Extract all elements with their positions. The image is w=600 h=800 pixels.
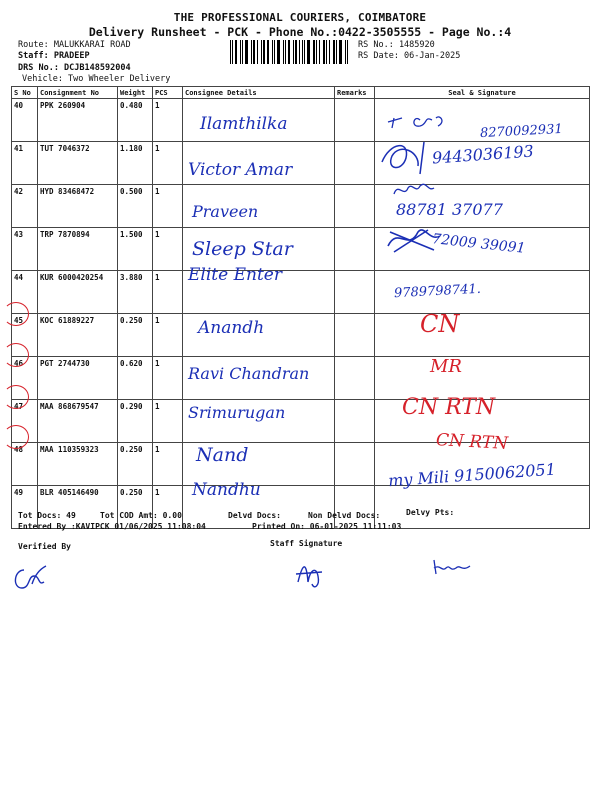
cell-pcs: 1 bbox=[153, 357, 183, 400]
cell-consignment: KOC 61889227 bbox=[38, 314, 118, 357]
handwritten-consignee: Praveen bbox=[192, 202, 259, 221]
barcode-bar bbox=[329, 40, 330, 64]
cell-remarks bbox=[335, 185, 375, 228]
barcode-bar bbox=[339, 40, 342, 64]
handwritten-consignee: Srimurugan bbox=[188, 403, 286, 422]
table-row bbox=[12, 314, 590, 357]
cell-seal bbox=[375, 486, 590, 529]
staff-label: Staff: PRADEEP bbox=[18, 51, 90, 61]
barcode-bar bbox=[283, 40, 284, 64]
cell-consignment: PPK 260904 bbox=[38, 99, 118, 142]
col-weight: Weight bbox=[118, 87, 153, 99]
delivered-docs: Delvd Docs: bbox=[228, 511, 281, 520]
cell-pcs: 1 bbox=[153, 99, 183, 142]
barcode-bar bbox=[302, 40, 303, 64]
cell-sno: 49 bbox=[12, 486, 38, 529]
barcode-bar bbox=[323, 40, 325, 64]
col-remarks: Remarks bbox=[335, 87, 375, 99]
cell-pcs: 1 bbox=[153, 185, 183, 228]
staff-signature bbox=[292, 552, 332, 592]
handwritten-consignee: Ravi Chandran bbox=[188, 364, 310, 383]
table-row bbox=[12, 271, 590, 314]
handwritten-seal: my Mili 9150062051 bbox=[387, 459, 557, 491]
barcode-bar bbox=[316, 40, 317, 64]
drs-number: DRS No.: DCJB148592004 bbox=[18, 63, 131, 73]
barcode-bar bbox=[304, 40, 305, 64]
signature-scribble bbox=[392, 180, 462, 200]
barcode-bar bbox=[272, 40, 273, 64]
handwritten-remark: CN RTN bbox=[402, 395, 496, 420]
cell-consignment: MAA 110359323 bbox=[38, 443, 118, 486]
barcode-bar bbox=[274, 40, 275, 64]
table-header-row bbox=[12, 87, 590, 99]
barcode-bar bbox=[285, 40, 286, 64]
barcode-bar bbox=[232, 40, 233, 64]
handwritten-seal: 9789798741. bbox=[393, 281, 482, 302]
cell-sno: 42 bbox=[12, 185, 38, 228]
col-consignee: Consignee Details bbox=[183, 87, 335, 99]
cell-seal bbox=[375, 314, 590, 357]
cell-pcs: 1 bbox=[153, 142, 183, 185]
cell-weight: 3.880 bbox=[118, 271, 153, 314]
cell-consignment: TUT 7046372 bbox=[38, 142, 118, 185]
cell-remarks bbox=[335, 400, 375, 443]
barcode-bar bbox=[242, 40, 243, 64]
barcode-bar bbox=[299, 40, 300, 64]
rs-number: RS No.: 1485920 bbox=[358, 40, 435, 50]
cell-weight: 0.250 bbox=[118, 443, 153, 486]
barcode-bar bbox=[313, 40, 315, 64]
cell-consignment: MAA 868679547 bbox=[38, 400, 118, 443]
cell-weight: 0.500 bbox=[118, 185, 153, 228]
barcode bbox=[230, 40, 350, 64]
barcode-bar bbox=[345, 40, 346, 64]
col-seal: Seal & Signature bbox=[375, 87, 590, 99]
non-delivered-docs: Non Delvd Docs: bbox=[308, 511, 381, 520]
handwritten-consignee: Nandhu bbox=[192, 480, 261, 500]
cell-pcs: 1 bbox=[153, 486, 183, 529]
barcode-bar bbox=[257, 40, 258, 64]
barcode-bar bbox=[230, 40, 231, 64]
staff-signature-label: Staff Signature bbox=[270, 539, 343, 548]
handwritten-consignee: Ilamthilka bbox=[200, 114, 288, 134]
route-label: Route: MALUKKARAI ROAD bbox=[18, 40, 131, 50]
barcode-bar bbox=[245, 40, 248, 64]
barcode-bar bbox=[253, 40, 255, 64]
cell-consignment: PGT 2744730 bbox=[38, 357, 118, 400]
handwritten-seal: 72009 39091 bbox=[431, 231, 527, 257]
signature-scribble bbox=[380, 112, 490, 182]
handwritten-consignee: Elite Enter bbox=[188, 265, 282, 285]
entered-by: Entered By :KAVIPCK 01/06/2025 11:08:04 bbox=[18, 522, 206, 531]
handwritten-consignee: Anandh bbox=[198, 318, 265, 338]
cell-consignment: BLR 405146490 bbox=[38, 486, 118, 529]
cell-remarks bbox=[335, 443, 375, 486]
cell-sno: 41 bbox=[12, 142, 38, 185]
cell-weight: 1.180 bbox=[118, 142, 153, 185]
handwritten-remark: CN bbox=[420, 310, 460, 338]
col-consignment: Consignment No bbox=[38, 87, 118, 99]
barcode-bar bbox=[293, 40, 294, 64]
barcode-bar bbox=[319, 40, 320, 64]
barcode-bar bbox=[295, 40, 297, 64]
total-docs: Tot Docs: 49 bbox=[18, 511, 76, 520]
cell-consignment: KUR 6000420254 bbox=[38, 271, 118, 314]
runsheet-subtitle: Delivery Runsheet - PCK - Phone No.:0422-3505555 - Page No.:4 bbox=[88, 25, 512, 39]
barcode-bar bbox=[326, 40, 327, 64]
cell-sno: 46 bbox=[12, 357, 38, 400]
barcode-bar bbox=[240, 40, 241, 64]
cell-sno: 44 bbox=[12, 271, 38, 314]
barcode-bar bbox=[251, 40, 252, 64]
cell-remarks bbox=[335, 99, 375, 142]
cell-sno: 48 bbox=[12, 443, 38, 486]
col-sno: S No bbox=[12, 87, 38, 99]
cell-weight: 0.290 bbox=[118, 400, 153, 443]
cell-weight: 0.250 bbox=[118, 314, 153, 357]
col-pcs: PCS bbox=[153, 87, 183, 99]
barcode-bar bbox=[336, 40, 337, 64]
cell-sno: 47 bbox=[12, 400, 38, 443]
handwritten-remark: MR bbox=[430, 356, 462, 377]
barcode-bar bbox=[261, 40, 262, 64]
barcode-bar bbox=[267, 40, 269, 64]
cell-weight: 0.480 bbox=[118, 99, 153, 142]
row-circle-mark bbox=[3, 343, 29, 367]
cell-consignment: HYD 83468472 bbox=[38, 185, 118, 228]
row-circle-mark bbox=[3, 425, 29, 449]
barcode-bar bbox=[288, 40, 290, 64]
delivery-points: Delvy Pts: bbox=[406, 508, 455, 517]
barcode-bar bbox=[347, 40, 348, 64]
handwritten-seal: 88781 37077 bbox=[396, 200, 503, 219]
cell-weight: 0.250 bbox=[118, 486, 153, 529]
cell-remarks bbox=[335, 357, 375, 400]
barcode-bar bbox=[307, 40, 310, 64]
handwritten-consignee: Sleep Star bbox=[192, 238, 293, 260]
verified-by-label: Verified By bbox=[18, 542, 71, 551]
handwritten-remark: CN RTN bbox=[435, 430, 509, 454]
total-cod: Tot COD Amt: 0.00 bbox=[100, 511, 182, 520]
cell-sno: 40 bbox=[12, 99, 38, 142]
cell-remarks bbox=[335, 314, 375, 357]
row-circle-mark bbox=[3, 385, 29, 409]
cell-pcs: 1 bbox=[153, 228, 183, 271]
cell-pcs: 1 bbox=[153, 314, 183, 357]
rs-date: RS Date: 06-Jan-2025 bbox=[358, 51, 461, 61]
barcode-bar bbox=[263, 40, 265, 64]
signature-scribble bbox=[384, 222, 444, 258]
handwritten-consignee: Nand bbox=[196, 444, 249, 466]
handwritten-seal: 8270092931 bbox=[479, 121, 564, 142]
vehicle-label: Vehicle: Two Wheeler Delivery bbox=[22, 74, 171, 84]
cell-pcs: 1 bbox=[153, 443, 183, 486]
cell-pcs: 1 bbox=[153, 400, 183, 443]
cell-remarks bbox=[335, 142, 375, 185]
initials-signature bbox=[430, 556, 474, 580]
printed-on: Printed On: 06-01-2025 11:11:03 bbox=[252, 522, 402, 531]
cell-remarks bbox=[335, 228, 375, 271]
barcode-bar bbox=[277, 40, 280, 64]
cell-seal bbox=[375, 357, 590, 400]
cell-sno: 43 bbox=[12, 228, 38, 271]
barcode-bar bbox=[333, 40, 335, 64]
row-circle-mark bbox=[3, 302, 29, 326]
cell-consignment: TRP 7870894 bbox=[38, 228, 118, 271]
verifier-signature bbox=[10, 562, 50, 594]
company-title: THE PROFESSIONAL COURIERS, COIMBATORE bbox=[173, 11, 427, 24]
cell-weight: 0.620 bbox=[118, 357, 153, 400]
cell-weight: 1.500 bbox=[118, 228, 153, 271]
cell-remarks bbox=[335, 271, 375, 314]
handwritten-consignee: Victor Amar bbox=[188, 160, 293, 180]
barcode-bar bbox=[235, 40, 237, 64]
cell-sno: 45 bbox=[12, 314, 38, 357]
cell-pcs: 1 bbox=[153, 271, 183, 314]
handwritten-seal: 9443036193 bbox=[431, 141, 535, 168]
